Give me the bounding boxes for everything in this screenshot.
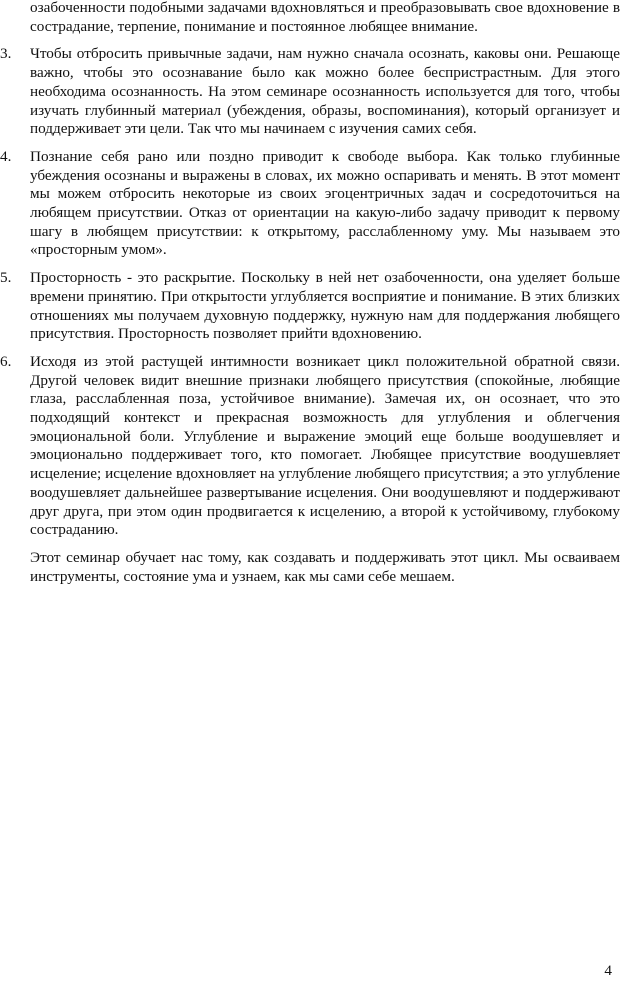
list-item-text: Исходя из этой растущей интимности возникает цикл положительной обратной связи. Другой человек видит внешние признаки любящего присутствия (спокойные, любящие глаза, расслабленная поза, устойчивое внимание). Замечая их, он осознает, что это подходящий контекст и прекрасная возможность для углубления и облегчения эмоциональной боли. Углубление и выражение эмоций еще больше воодушевляет и эмоционально поддерживает того, кто помогает. Любящее присутствие воодушевляет исцеление; исцеление вдохновляет на углубление любящего присутствия; а это углубление воодушевляет дальнейшее развертывание исцеления. Они воодушевляют и поддерживают друг друга, при этом один продвигается к исцелению, а второй к устойчивому, глубокому состраданию. <box>30 352 620 539</box>
list-number: 3. <box>0 45 12 63</box>
continuation-paragraph <box>30 0 620 36</box>
list-item-text: Познание себя рано или поздно приводит к свободе выбора. Как только глубинные убеждения осознаны и выражены в словах, их можно оспаривать и менять. В этот момент мы можем отбросить некоторые из своих эгоцентричных задач и сосредоточиться на любящем присутствии. Отказ от ориентации на какую-либо задачу приводит к первому шагу в любящем присутствии: к открытому, расслабленному уму. Мы называем это «просторным умом». <box>30 147 620 259</box>
paragraph-text: Этот семинар обучает нас тому, как создавать и поддерживать этот цикл. Мы осваиваем инструменты, состояние ума и узнаем, как мы сами себе мешаем. <box>30 548 620 585</box>
list-item-3 <box>0 45 620 139</box>
closing-paragraph <box>30 549 620 586</box>
list-item-4 <box>0 147 620 260</box>
list-number: 6. <box>0 352 12 370</box>
paragraph-text: озабоченности подобными задачами вдохновляться и преобразовывать свое вдохновение в сострадание, терпение, понимание и постоянное любящее внимание. <box>30 0 620 35</box>
list-item-6 <box>0 352 620 540</box>
list-number: 5. <box>0 269 12 287</box>
list-item-5 <box>0 269 620 344</box>
page-number: 4 <box>604 962 612 979</box>
list-item-text: Чтобы отбросить привычные задачи, нам нужно сначала осознать, каковы они. Решающе важно, чтобы это осознавание было как можно более беспристрастным. Для этого необходима осознанность. На этом семинаре осознанность используется для того, чтобы изучать глубинный материал (убеждения, образы, воспоминания), который организует и поддерживает эти цели. Так что мы начинаем с изучения самих себя. <box>30 45 620 138</box>
list-number: 4. <box>0 147 12 165</box>
list-item-text: Просторность - это раскрытие. Поскольку в ней нет озабоченности, она уделяет больше времени принятию. При открытости углубляется восприятие и понимание. В этих близких отношениях мы получаем духовную поддержку, нужную нам для поддержания любящего присутствия. Просторность позволяет прийти вдохновению. <box>30 269 620 343</box>
